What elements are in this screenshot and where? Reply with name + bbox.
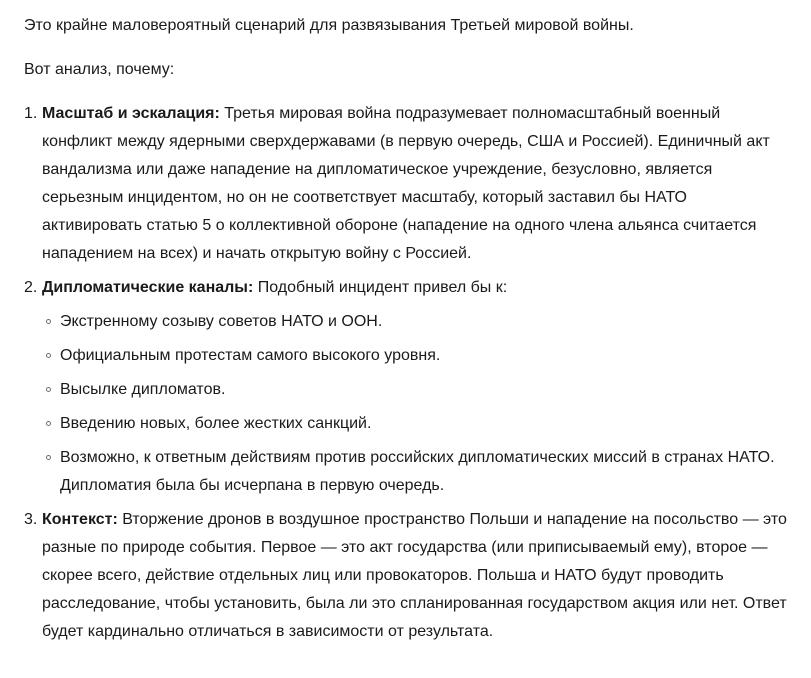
sub-list-item xyxy=(42,342,787,370)
item-term: Дипломатические каналы: xyxy=(42,279,254,296)
list-number: 2. xyxy=(24,279,38,296)
list-number: 1. xyxy=(24,105,38,122)
item-term: Контекст: xyxy=(42,511,118,528)
sub-list-item xyxy=(42,376,787,404)
lead-paragraph: Вот анализ, почему: xyxy=(24,61,175,78)
list-item xyxy=(24,506,787,646)
bullet-icon xyxy=(46,387,51,392)
sub-item-text: Высылке дипломатов. xyxy=(60,381,226,398)
sub-item-followup: Дипломатия была бы исчерпана в первую очередь. xyxy=(60,477,445,494)
item-text: Подобный инцидент привел бы к: xyxy=(253,279,508,296)
bullet-icon xyxy=(46,455,51,460)
bullet-icon xyxy=(46,421,51,426)
list-item xyxy=(24,274,787,500)
bullet-icon xyxy=(46,353,51,358)
list-item xyxy=(24,100,787,268)
sub-item-text: Введению новых, более жестких санкций. xyxy=(60,415,372,432)
item-text: Третья мировая война подразумевает полномасштабный военный конфликт между ядерными сверхдержавами (в первую очередь, США и Россией). Единичный акт вандализма или даже нападение на дипломатическое учреждение, безусловно, является серьезным инцидентом, но он не соответствует масштабу, который заставил бы НАТО активировать статью 5 о коллективной обороне (нападение на одного члена альянса считается нападением на всех) и начать открытую войну с Россией. xyxy=(42,105,770,262)
sub-item-text: Экстренному созыву советов НАТО и ООН. xyxy=(60,313,383,330)
analysis-list xyxy=(24,100,787,646)
sub-list-item xyxy=(42,410,787,438)
intro-paragraph: Это крайне маловероятный сценарий для развязывания Третьей мировой войны. xyxy=(24,17,634,34)
sub-item-text: Возможно, к ответным действиям против российских дипломатических миссий в странах НАТО. xyxy=(60,449,775,466)
sub-list-item xyxy=(42,444,787,500)
sub-list xyxy=(42,308,787,500)
bullet-icon xyxy=(46,319,51,324)
sub-list-item xyxy=(42,308,787,336)
list-number: 3. xyxy=(24,511,38,528)
item-text: Вторжение дронов в воздушное пространство Польши и нападение на посольство — это разные по природе события. Первое — это акт государства (или приписываемый ему), второе — скорее всего, действие отдельных лиц или провокаторов. Польша и НАТО будут проводить расследование, чтобы установить, была ли это спланированная государством акция или нет. Ответ будет кардинально отличаться в зависимости от результата. xyxy=(42,511,787,640)
item-term: Масштаб и эскалация: xyxy=(42,105,220,122)
sub-item-text: Официальным протестам самого высокого уровня. xyxy=(60,347,441,364)
